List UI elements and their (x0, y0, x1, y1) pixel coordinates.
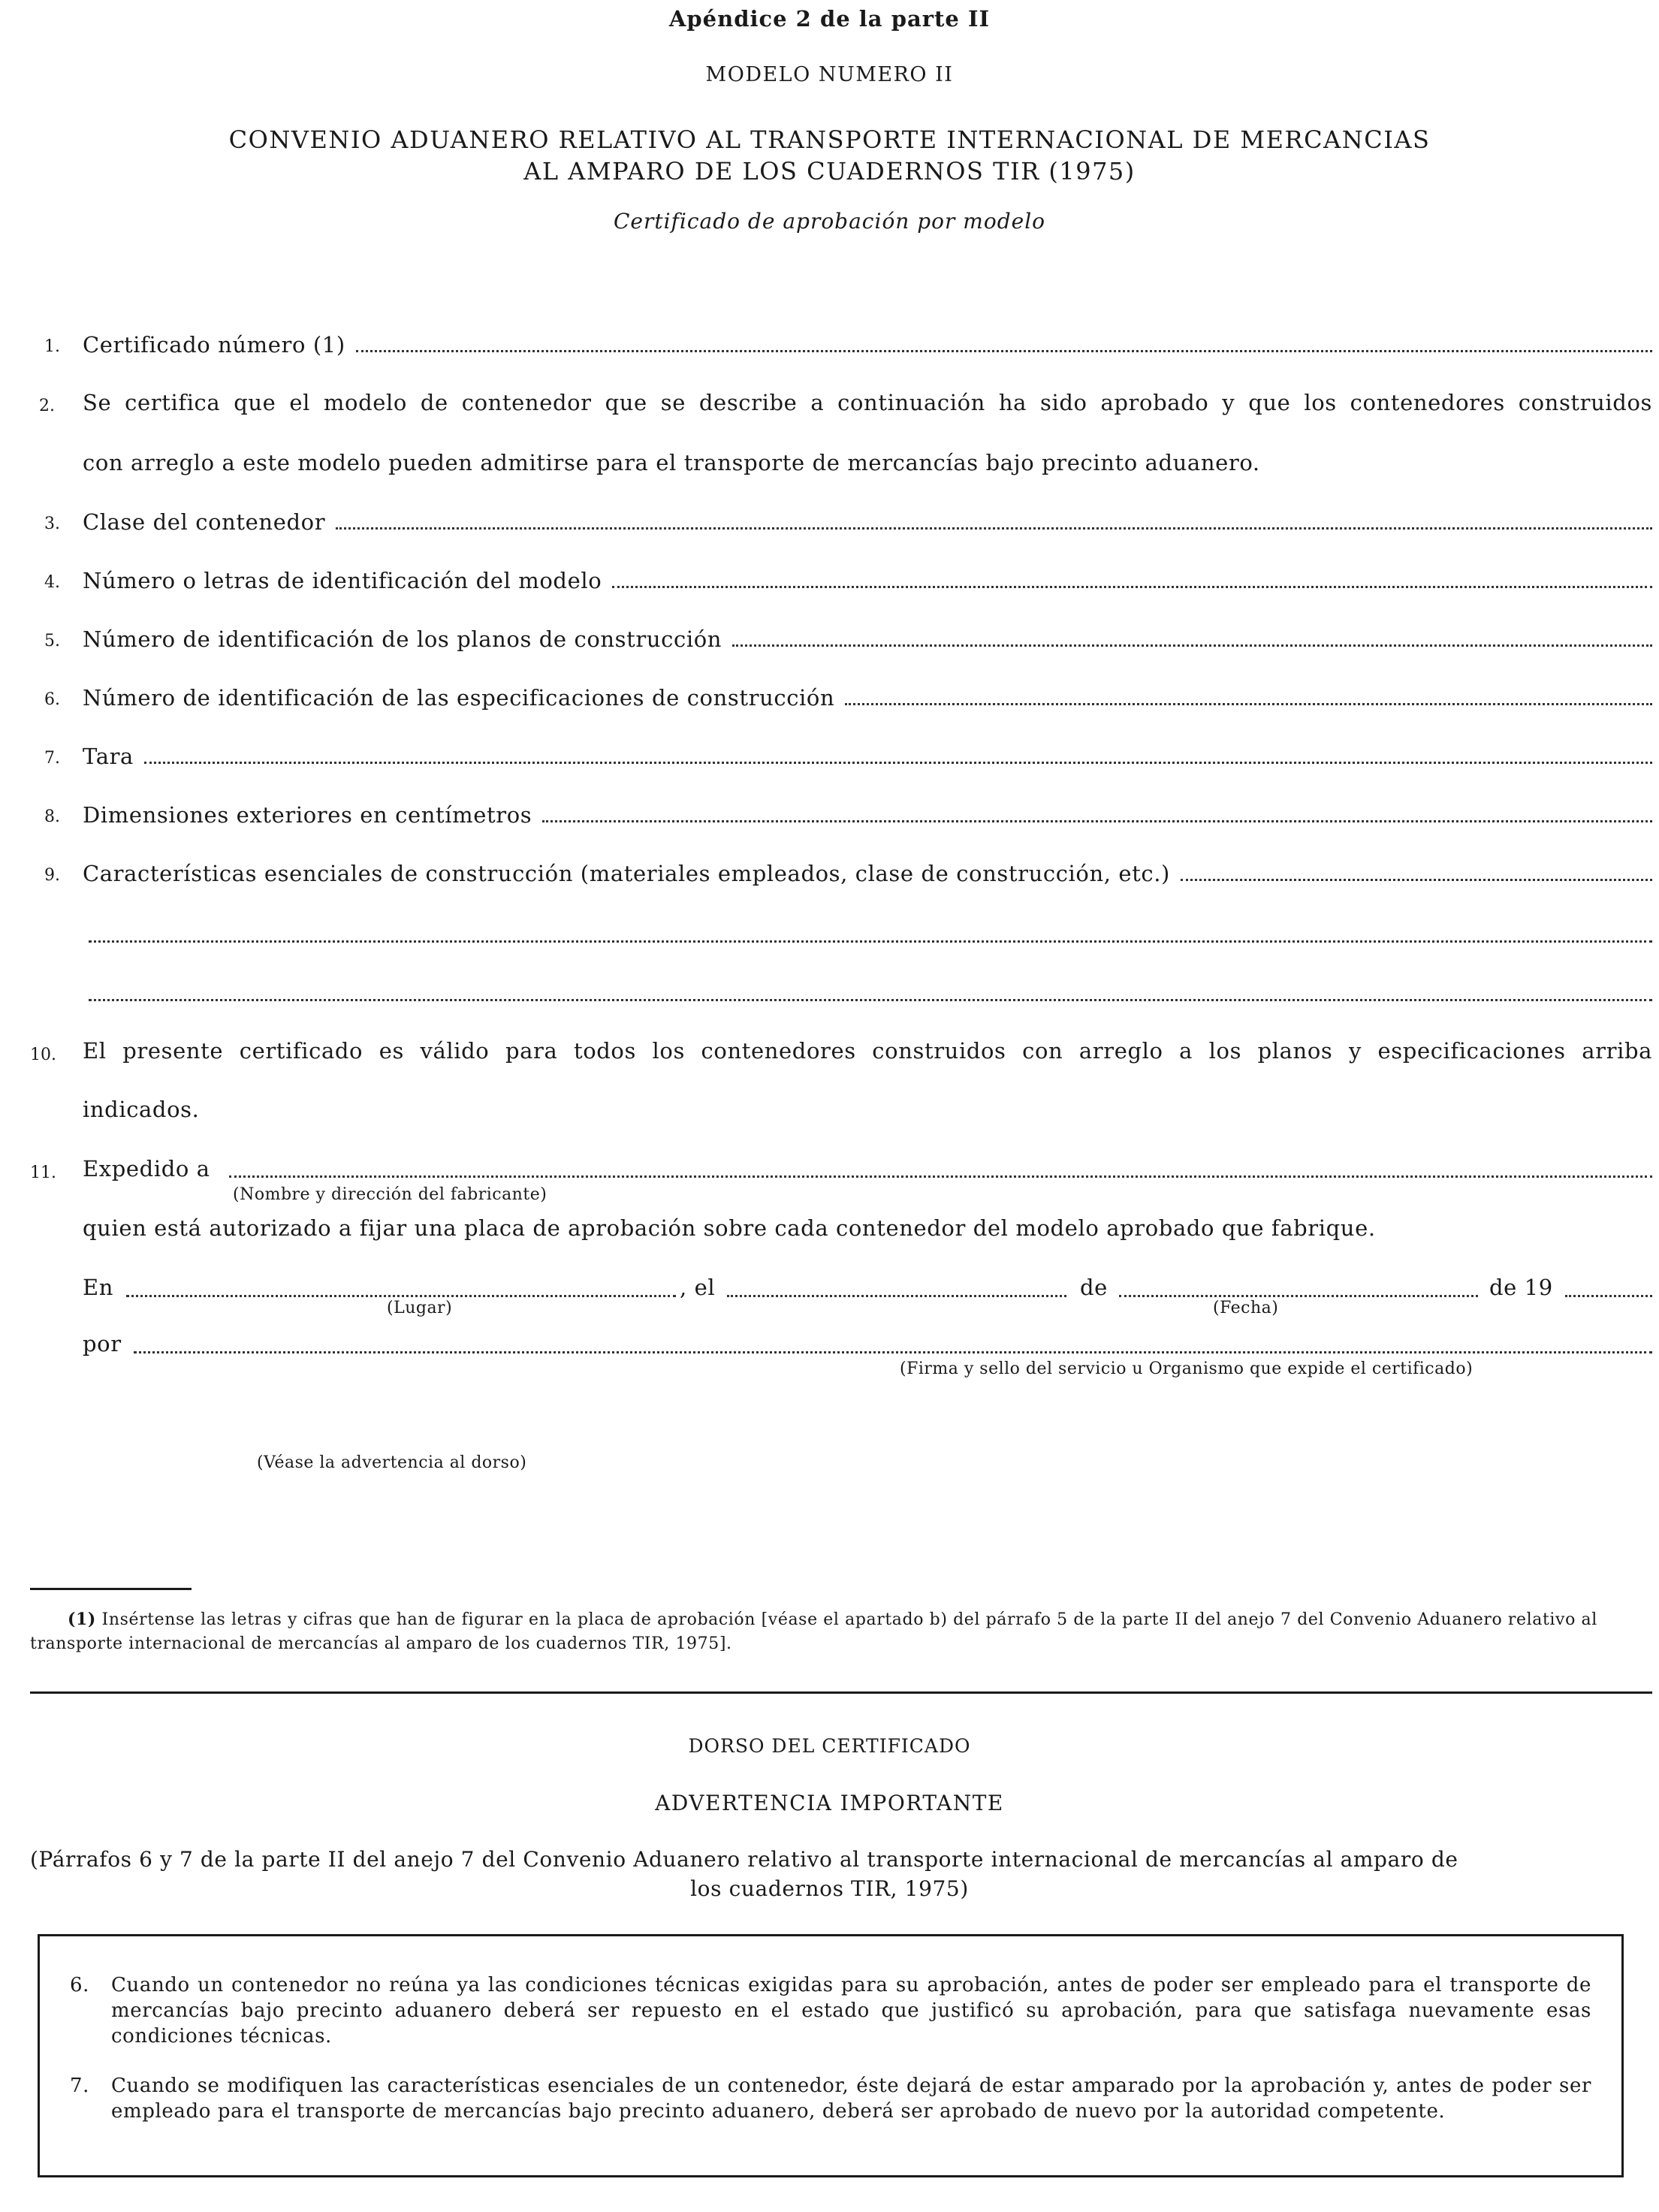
date-comma-el: , el (680, 1275, 716, 1300)
fill-in-line[interactable] (732, 626, 1652, 647)
item-label: Certificado número (1) (83, 332, 345, 358)
document-title-line1: CONVENIO ADUANERO RELATIVO AL TRANSPORTE INTERNACIONAL DE MERCANCIAS (228, 125, 1431, 154)
place-label: En (83, 1275, 114, 1300)
item-2-number: 2. (39, 397, 55, 415)
reference-line1: (Párrafos 6 y 7 de la parte II del anejo 7 del Convenio Aduanero relativo al transporte internacional de mercancías al amparo de (30, 1847, 1458, 1872)
item-9-continuation-line-2[interactable] (89, 981, 1652, 1001)
item-label: Características esenciales de construcción (materiales empleados, clase de construcción, etc.) (83, 861, 1170, 886)
section-divider (30, 1691, 1652, 1694)
back-title: DORSO DEL CERTIFICADO (688, 1735, 971, 1757)
item-number: 6. (44, 690, 60, 709)
item-5 (30, 626, 1652, 656)
date-de-1: de (1080, 1275, 1108, 1300)
item-number: 4. (44, 573, 60, 592)
item-1 (30, 332, 1652, 362)
paragraph-text: Cuando se modifiquen las características esenciales de un contenedor, éste dejará de estar amparado por la aprobación y, antes de poder ser empleado para el transporte de mercancías bajo precinto aduanero, deberá ser aprobado de nuevo por la autoridad competente. (111, 2075, 1591, 2123)
item-10-text-line2: indicados. (83, 1097, 200, 1122)
document-subtitle: Certificado de aprobación por modelo (613, 209, 1046, 234)
fill-in-line[interactable] (542, 802, 1652, 822)
item-6 (30, 685, 1652, 715)
reference-line2: los cuadernos TIR, 1975) (690, 1876, 969, 1901)
item-number: 7. (44, 749, 60, 768)
fill-in-line[interactable] (356, 332, 1652, 352)
footnote-rule (30, 1588, 192, 1590)
year-fill-line[interactable] (1565, 1277, 1652, 1297)
paragraph-number: 7. (70, 2075, 90, 2097)
item-label: Dimensiones exteriores en centímetros (83, 802, 532, 828)
see-reverse-note: (Véase la advertencia al dorso) (257, 1453, 527, 1472)
fill-in-line[interactable] (1181, 861, 1652, 881)
item-label: Número de identificación de las especificaciones de construcción (83, 685, 835, 711)
document-title-line2: AL AMPARO DE LOS CUADERNOS TIR (1975) (523, 157, 1136, 186)
fill-in-line[interactable] (612, 568, 1652, 588)
item-2-text-line1: Se certifica que el modelo de contenedor que se describe a continuación ha sido aprobado y que los contenedores construidos (83, 390, 1652, 415)
item-number: 9. (44, 866, 60, 885)
item-label: Clase del contenedor (83, 509, 326, 535)
fill-in-line[interactable] (144, 744, 1652, 764)
paragraph-text: Cuando un contenedor no reúna ya las condiciones técnicas exigidas para su aprobación, antes de poder ser empleado para el transporte de mercancías bajo precinto aduanero deberá ser repuesto en el estado que justificó su aprobación, para que satisfaga nuevamente esas condiciones técnicas. (111, 1974, 1591, 2048)
item-label: Número o letras de identificación del modelo (83, 568, 602, 593)
fill-in-line[interactable] (336, 509, 1652, 530)
appendix-heading: Apéndice 2 de la parte II (668, 6, 991, 32)
item-number: 5. (44, 632, 60, 650)
item-3 (30, 509, 1652, 539)
manufacturer-caption: (Nombre y dirección del fabricante) (233, 1185, 547, 1204)
footnote-marker: (1) (68, 1610, 96, 1629)
issued-to-label: Expedido a (83, 1156, 210, 1181)
important-warning-heading: ADVERTENCIA IMPORTANTE (655, 1791, 1004, 1815)
model-number: MODELO NUMERO II (705, 63, 954, 86)
item-label: Tara (83, 744, 134, 769)
item-4 (30, 568, 1652, 598)
signature-caption: (Firma y sello del servicio u Organismo que expide el certificado) (900, 1359, 1473, 1378)
item-label: Número de identificación de los planos de construcción (83, 626, 722, 652)
date-caption: (Fecha) (1213, 1299, 1279, 1317)
by-label: por (83, 1331, 122, 1356)
footnote-text: Insértense las letras y cifras que han de figurar en la placa de aprobación [véase el apartado b) del párrafo 5 de la parte II del anejo 7 del Convenio Aduanero relativo al transporte internacional de mercancías al amparo de los cuadernos TIR, 1975]. (30, 1610, 1597, 1653)
item-10-text-line1: El presente certificado es válido para todos los contenedores construidos con arreglo a los planos y especificaciones arriba (83, 1038, 1652, 1064)
warning-box (38, 1934, 1624, 2177)
item-7 (30, 744, 1652, 774)
item-2-text-line2: con arreglo a este modelo pueden admitirse para el transporte de mercancías bajo precinto aduanero. (83, 450, 1260, 475)
item-number: 8. (44, 807, 60, 826)
item-8 (30, 802, 1652, 832)
item-10-number: 10. (30, 1046, 56, 1064)
fill-in-line[interactable] (845, 685, 1652, 705)
place-fill-line[interactable] (126, 1277, 676, 1297)
month-fill-line[interactable] (1119, 1277, 1478, 1297)
item-9-continuation-line-1[interactable] (89, 922, 1652, 943)
paragraph-number: 6. (70, 1974, 90, 1996)
item-11-authorization-text: quien está autorizado a fijar una placa de aprobación sobre cada contenedor del modelo aprobado que fabrique. (83, 1215, 1376, 1241)
item-11-number: 11. (30, 1163, 56, 1182)
signature-fill-line[interactable] (134, 1333, 1652, 1353)
place-caption: (Lugar) (387, 1299, 453, 1317)
item-number: 3. (44, 515, 60, 533)
year-prefix: de 19 (1489, 1275, 1553, 1300)
manufacturer-fill-line[interactable] (229, 1157, 1652, 1178)
footnote (30, 1607, 1652, 1656)
day-fill-line[interactable] (727, 1277, 1066, 1297)
item-number: 1. (44, 337, 60, 356)
item-9 (30, 861, 1652, 891)
